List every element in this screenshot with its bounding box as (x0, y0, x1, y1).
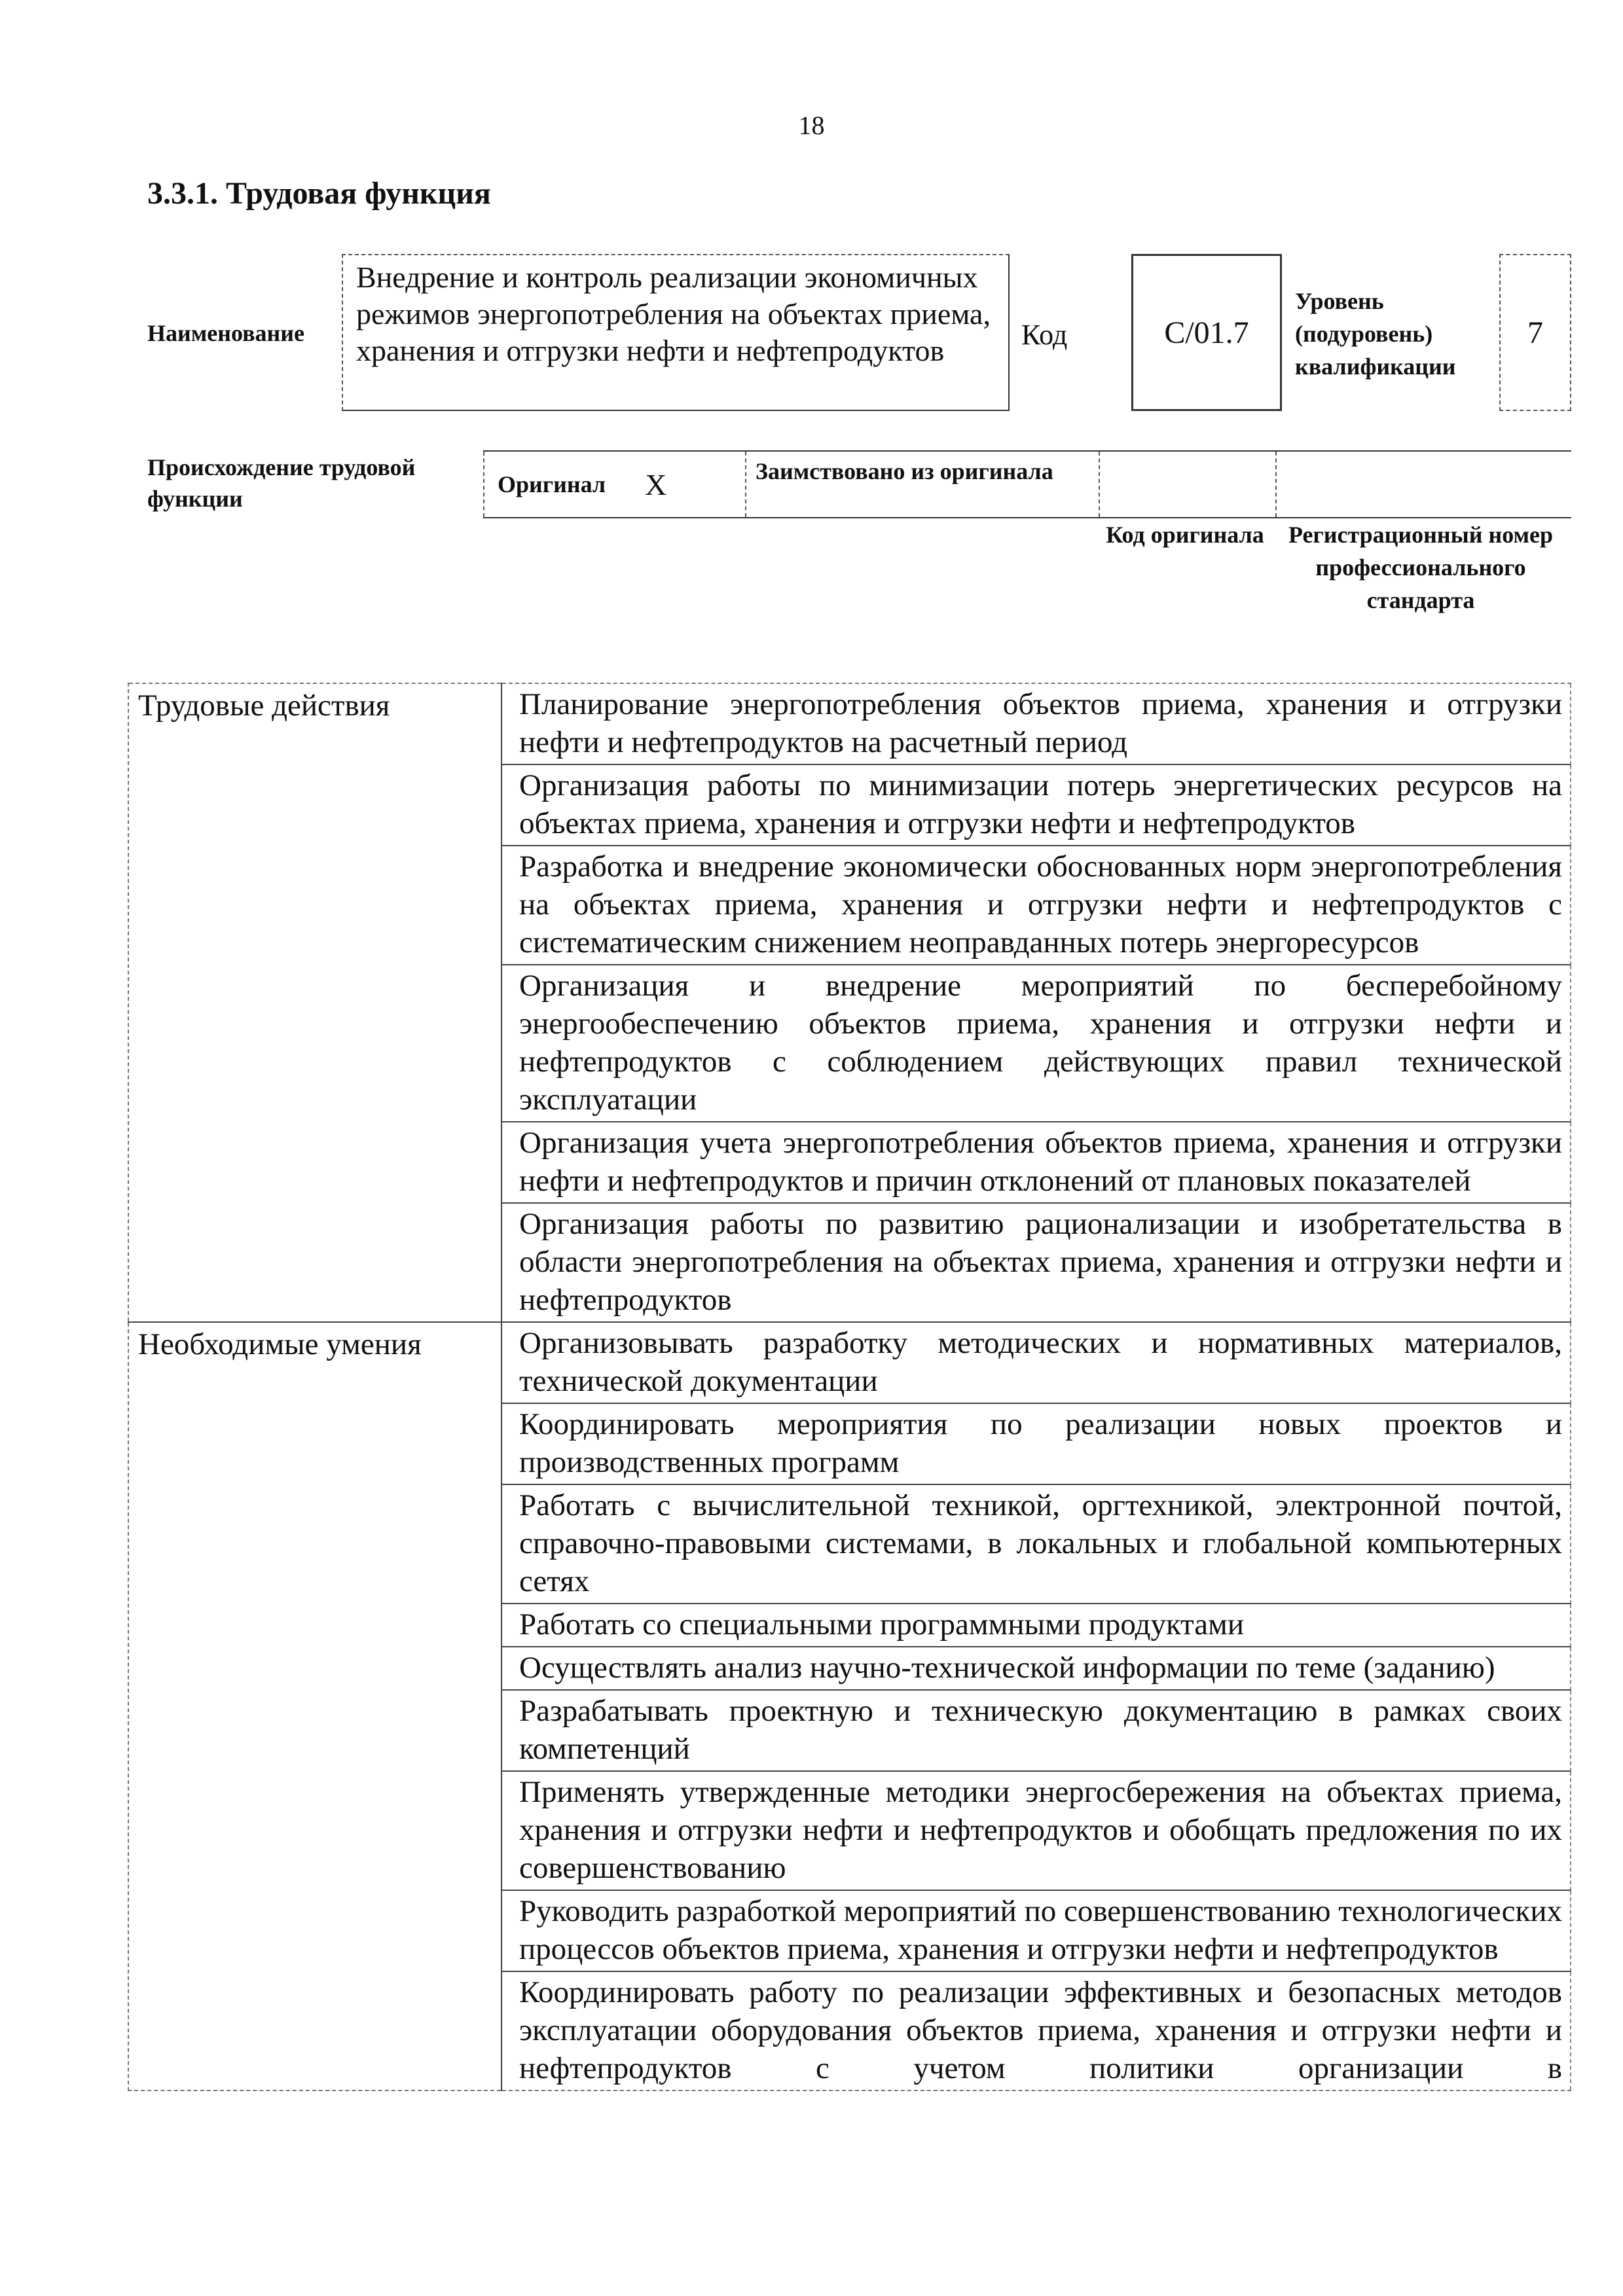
page-number: 18 (798, 111, 825, 140)
list-item: Планирование энергопотребления объектов приема, хранения и отгрузки нефти и нефтепродуктов на расчетный период (502, 684, 1571, 765)
section-label-skills: Необходимые умения (128, 1322, 501, 2090)
section-title: 3.3.1. Трудовая функция (147, 176, 491, 211)
list-item: Координировать мероприятия по реализации новых проектов и производственных программ (502, 1404, 1571, 1485)
list-item: Организация работы по минимизации потерь энергетических ресурсов на объектах приема, хранения и отгрузки нефти и нефтепродуктов (502, 765, 1571, 846)
borrowed-cell (745, 452, 1099, 517)
list-item: Организация и внедрение мероприятий по бесперебойному энергообеспечению объектов приема, хранения и отгрузки нефти и нефтепродуктов с соблюдением действующих правил технической эксплуатации (502, 965, 1571, 1122)
list-item: Разрабатывать проектную и техническую документацию в рамках своих компетенций (502, 1691, 1571, 1772)
code-original-label: Код оригинала (1106, 522, 1264, 548)
level-box (1499, 254, 1571, 411)
code-original-cell (1099, 452, 1275, 517)
list-item: Руководить разработкой мероприятий по совершенствованию технологических процессов объектов приема, хранения и отгрузки нефти и нефтепродуктов (502, 1891, 1571, 1972)
section-row-actions (128, 683, 1571, 1322)
list-item: Организация работы по развитию рационализации и изобретательства в области энергопотребления на объектах приема, хранения и отгрузки нефти и нефтепродуктов (502, 1204, 1571, 1321)
section-label-actions: Трудовые действия (128, 683, 501, 1322)
list-item: Координировать работу по реализации эффективных и безопасных методов эксплуатации оборудования объектов приема, хранения и отгрузки нефти и нефтепродуктов с учетом политики организации в (502, 1972, 1571, 2090)
code-value: C/01.7 (1164, 315, 1249, 350)
level-value: 7 (1527, 315, 1543, 350)
original-cell (483, 452, 745, 517)
code-label: Код (1021, 319, 1068, 351)
borrowed-label: Заимствовано из оригинала (756, 458, 1053, 484)
reg-number-label: Регистрационный номер профессионального стандарта (1288, 522, 1554, 613)
origin-row (483, 450, 1571, 518)
function-name-value: Внедрение и контроль реализации экономичных режимов энергопотребления на объектах приема, хранения и отгрузки нефти и нефтепродуктов (356, 260, 991, 367)
list-item: Осуществлять анализ научно-технической информации по теме (заданию) (502, 1647, 1571, 1691)
list-item: Работать с вычислительной техникой, оргтехникой, электронной почтой, справочно-правовыми системами, в локальных и глобальной компьютерных сетях (502, 1485, 1571, 1604)
code-box (1131, 254, 1282, 411)
name-label: Наименование (147, 320, 304, 346)
list-item: Организация учета энергопотребления объектов приема, хранения и отгрузки нефти и нефтепродуктов и причин отклонений от плановых показателей (502, 1122, 1571, 1204)
section-items-skills (501, 1322, 1571, 2090)
original-label: Оригинал (498, 471, 606, 497)
section-items-actions (501, 683, 1571, 1322)
competency-table (128, 683, 1571, 2091)
origin-label: Происхождение трудовой функции (147, 454, 416, 512)
level-label: Уровень (подуровень) квалификации (1295, 288, 1456, 380)
list-item: Работать со специальными программными продуктами (502, 1604, 1571, 1647)
original-mark: X (645, 467, 667, 501)
list-item: Разработка и внедрение экономически обоснованных норм энергопотребления на объектах приема, хранения и отгрузки нефти и нефтепродуктов с систематическим снижением неоправданных потерь энергоресурсов (502, 846, 1571, 965)
function-name-box (342, 254, 1010, 411)
reg-number-cell (1275, 452, 1571, 517)
section-row-skills (128, 1322, 1571, 2090)
list-item: Применять утвержденные методики энергосбережения на объектах приема, хранения и отгрузки нефти и нефтепродуктов и обобщать предложения по их совершенствованию (502, 1772, 1571, 1891)
list-item: Организовывать разработку методических и нормативных материалов, технической документации (502, 1323, 1571, 1404)
